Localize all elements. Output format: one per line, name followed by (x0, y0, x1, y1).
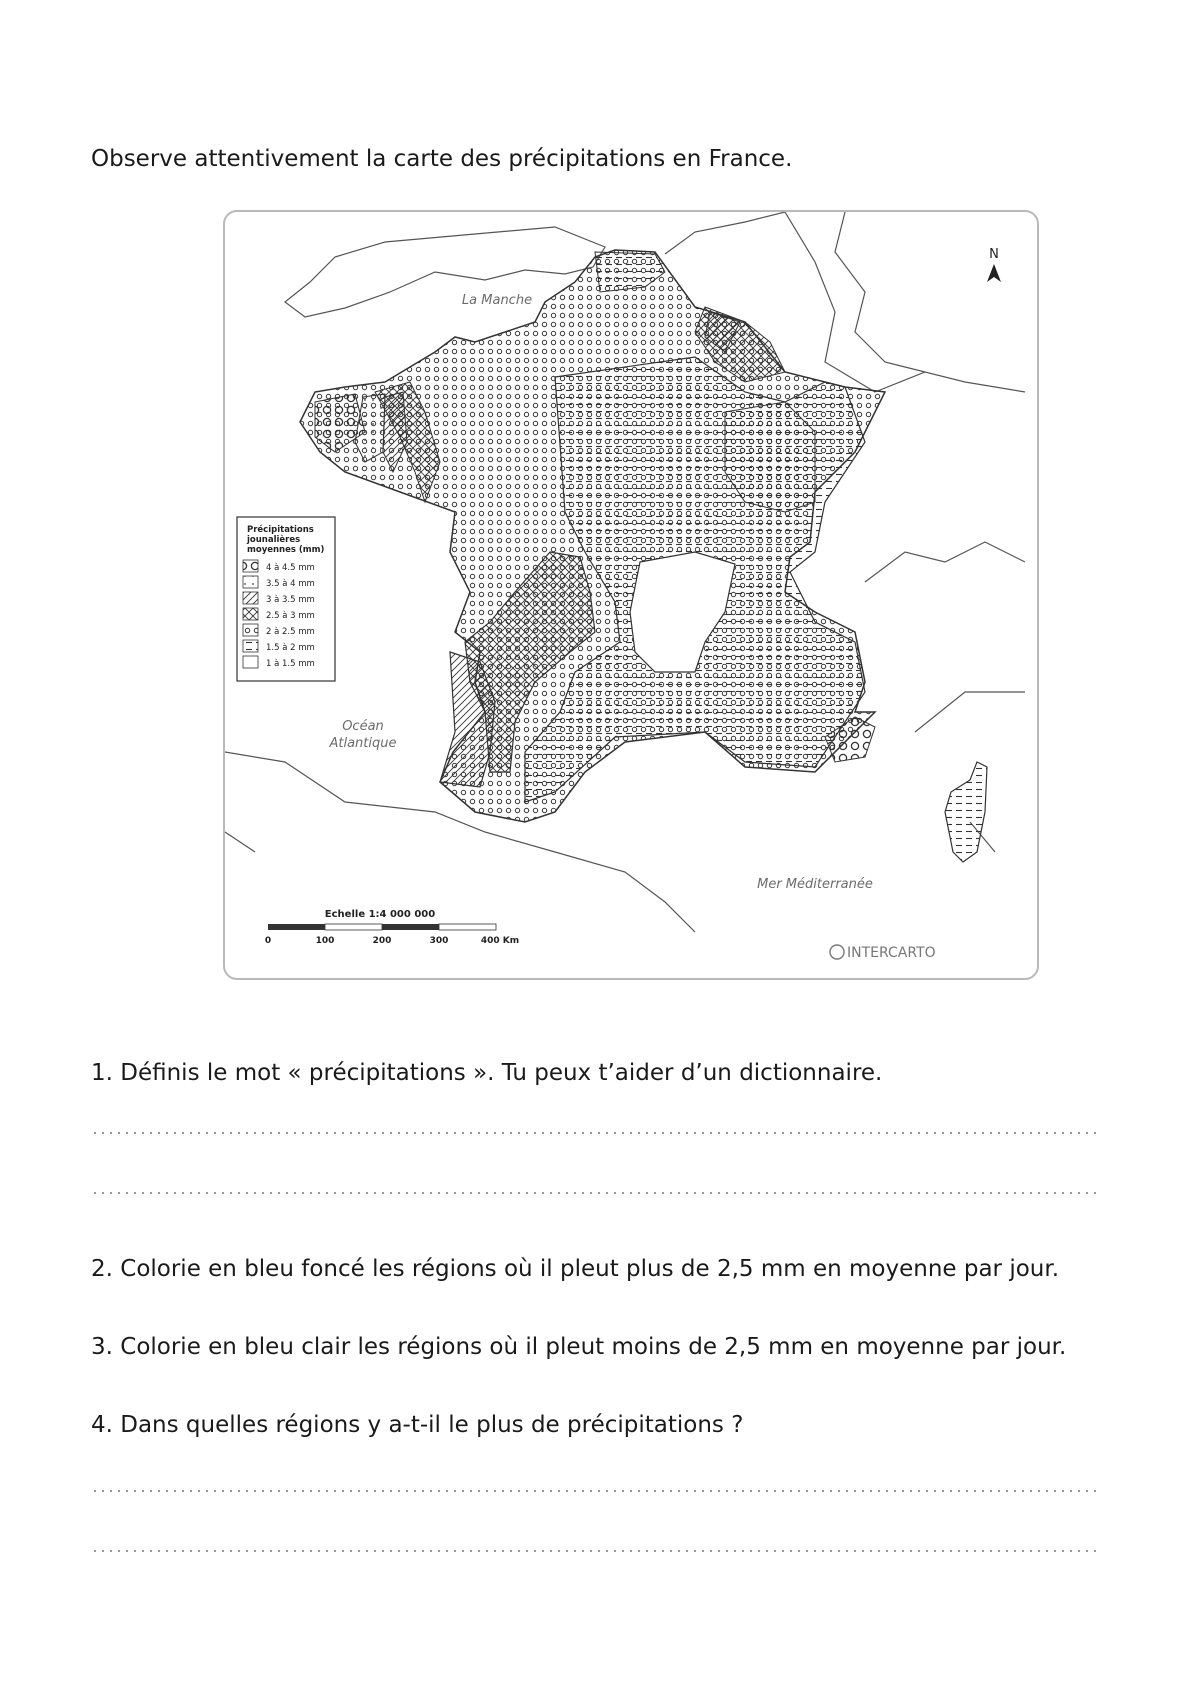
scale-tick-100: 100 (315, 936, 335, 946)
legend-label-3: 3 à 3.5 mm (266, 595, 315, 605)
scale-title: Echelle 1:4 000 000 (324, 909, 436, 920)
corsica (945, 762, 987, 862)
legend-title-1: Précipitations (247, 525, 314, 535)
legend (237, 517, 335, 681)
scale-tick-400: 400 Km (480, 936, 520, 946)
legend-label-2: 3.5 à 4 mm (266, 579, 315, 589)
answer-line-4b[interactable] (91, 1550, 1102, 1552)
answer-line-1a[interactable] (91, 1132, 1102, 1134)
scale-tick-300: 300 (429, 936, 449, 946)
question-4: 4. Dans quelles régions y a-t-il le plus de précipitations ? (91, 1412, 744, 1438)
legend-label-7: 1 à 1.5 mm (266, 659, 315, 669)
legend-title-2: jounalières (247, 535, 301, 545)
logo-text: INTERCARTO (847, 945, 936, 961)
scale-tick-0: 0 (264, 936, 272, 946)
answer-line-4a[interactable] (91, 1490, 1102, 1492)
question-2: 2. Colorie en bleu foncé les régions où il pleut plus de 2,5 mm en moyenne par jour. (91, 1256, 1060, 1282)
label-ocean: Océan (342, 719, 384, 734)
label-atlantique: Atlantique (329, 736, 397, 751)
answer-line-1b[interactable] (91, 1192, 1102, 1194)
instruction-text: Observe attentivement la carte des précipitations en France. (91, 146, 793, 172)
label-mediterranee: Mer Méditerranée (757, 877, 873, 892)
legend-title-3: moyennes (mm) (247, 545, 325, 555)
scale-tick-200: 200 (372, 936, 392, 946)
north-arrow-icon (987, 264, 1001, 282)
legend-label-5: 2 à 2.5 mm (266, 627, 315, 637)
label-la-manche: La Manche (461, 293, 533, 308)
intercarto-logo (830, 945, 936, 961)
north-label: N (989, 247, 999, 262)
scale-bar (265, 909, 519, 946)
legend-label-6: 1.5 à 2 mm (266, 643, 315, 653)
legend-label-1: 4 à 4.5 mm (266, 563, 315, 573)
precipitation-map (223, 210, 1039, 980)
legend-label-4: 2.5 à 3 mm (266, 611, 315, 621)
question-1: 1. Définis le mot « précipitations ». Tu peux t’aider d’un dictionnaire. (91, 1060, 883, 1086)
question-3: 3. Colorie en bleu clair les régions où il pleut moins de 2,5 mm en moyenne par jour. (91, 1334, 1067, 1360)
